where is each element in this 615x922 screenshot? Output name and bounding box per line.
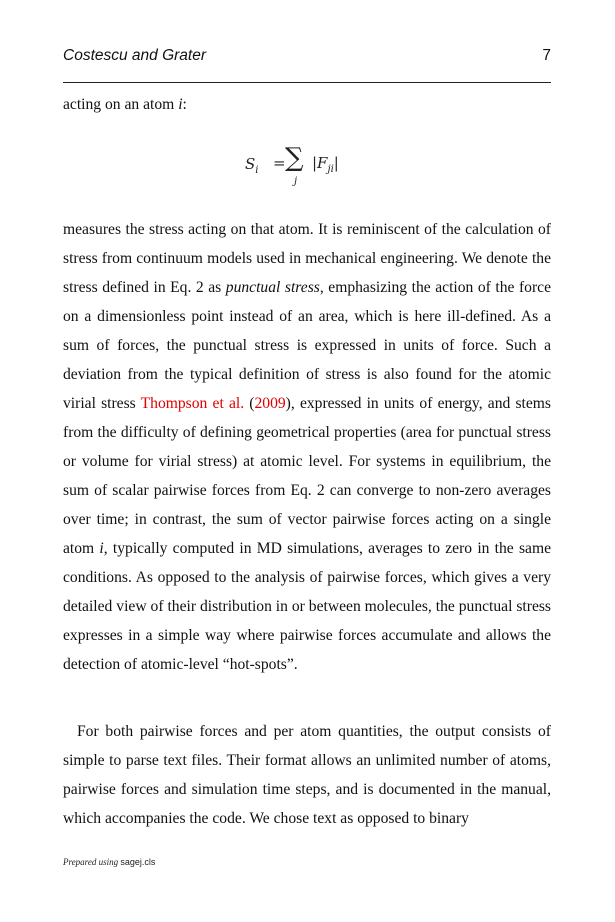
equation-rhs-subscript: ji [327,164,334,175]
summation-index: j [294,176,298,187]
lead-text-var: i [178,96,183,113]
running-head-authors: Costescu and Grater [63,47,207,64]
footer-prefix: Prepared using [63,857,121,867]
equation-punctual-stress [63,143,551,199]
page-number: 7 [542,47,551,64]
header-rule [63,82,551,83]
equation-rhs: $|F_{ji}|$ [312,154,339,175]
running-head [63,47,551,69]
summation-symbol: ∑ [285,143,304,173]
equation-lhs-subscript: i [255,165,259,176]
lead-text-before: acting on an atom [63,96,179,113]
lead-text [63,95,551,115]
paragraph-punctual-stress: measures the stress acting on that atom. It is reminiscent of the calculation of stress from continuum models used in mechanical engineering. We denote the stress defined in Eq. 2 as punctual stress, emphasizing the action of the force on a dimensionless point instead of an area, which is here ill-defined. As a sum of forces, the punctual stress is expressed in units of force. Such a deviation from the typical definition of stress is also found for the atomic virial stress Thompson et al. (2009), expressed in units of energy, and stems from the difficulty of defining geometrical properties (area for punctual stress or volume for virial stress) at atomic level. For systems in equilibrium, the sum of scalar pairwise forces from Eq. 2 can converge to non-zero averages over time; in contrast, the sum of vector pairwise forces acting on a single atom i, typically computed in MD simulations, averages to zero in the same conditions. As opposed to the analysis of pairwise forces, which gives a very detailed view of their distribution in or between molecules, the punctual stress expresses in a simple way where pairwise forces accumulate and allows the detection of atomic-level “hot-spots”. [63,221,552,673]
lead-text-after: : [182,96,187,113]
citation-thompson-authors[interactable]: Thompson et al. [140,395,245,412]
atom-variable: i [99,540,104,557]
equation-equals: = [273,154,286,172]
citation-thompson-year[interactable]: 2009 [254,395,286,412]
emphasis-punctual-stress: punctual stress [225,279,320,296]
paragraph-output-format: For both pairwise forces and per atom quantities, the output consists of simple to parse text files. Their format allows an unlimited number of atoms, pairwise forces and simulation time steps, and is documented in the manual, which accompanies the code. We chose text as opposed to binary [63,723,551,827]
footer [63,857,155,867]
footer-cls: sagej.cls [120,857,156,867]
equation-lhs: $S_i$ [245,155,259,176]
